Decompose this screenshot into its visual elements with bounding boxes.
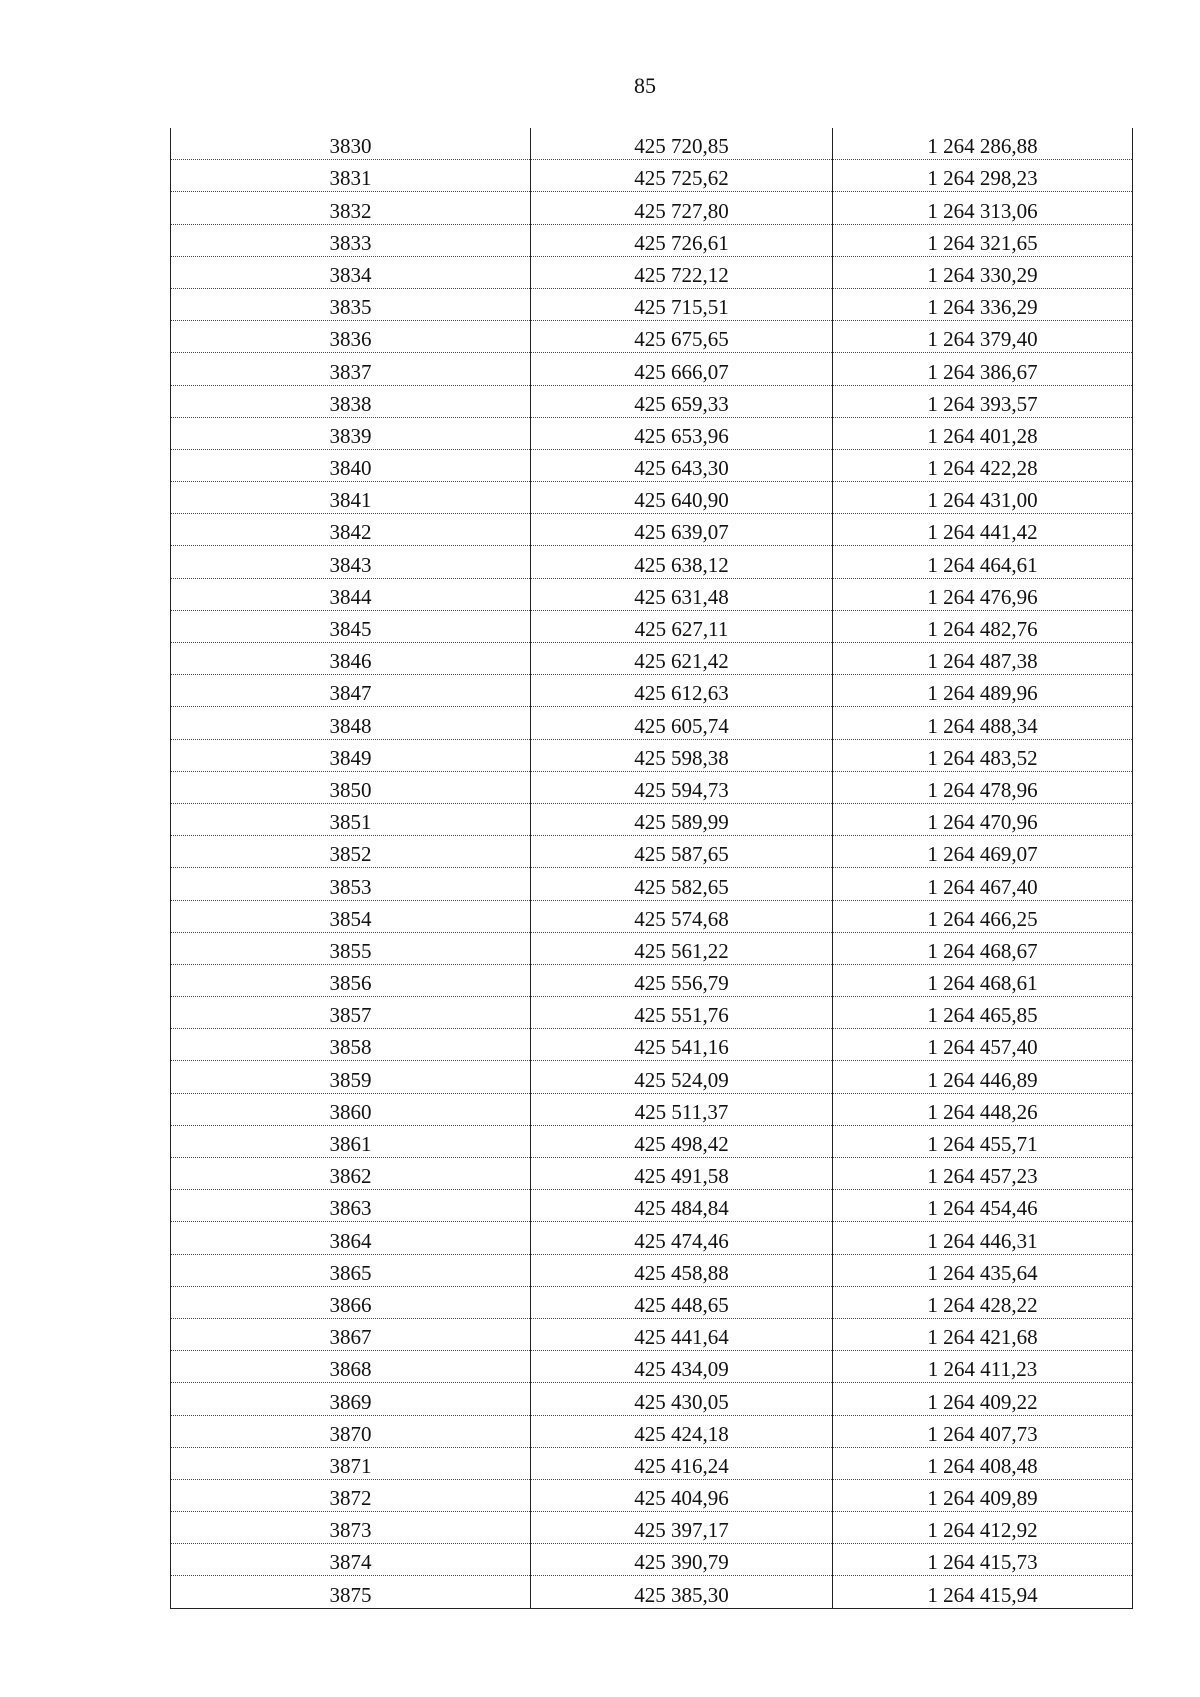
table-row (171, 610, 1133, 642)
x-coordinate-cell: 425 715,51 (531, 288, 833, 320)
point-number-cell: 3870 (171, 1415, 531, 1447)
point-number-cell: 3836 (171, 321, 531, 353)
x-coordinate-cell: 425 484,84 (531, 1190, 833, 1222)
point-number-cell: 3852 (171, 836, 531, 868)
x-coordinate-cell: 425 722,12 (531, 256, 833, 288)
y-coordinate-cell: 1 264 428,22 (833, 1286, 1133, 1318)
y-coordinate-cell: 1 264 435,64 (833, 1254, 1133, 1286)
y-coordinate-cell: 1 264 470,96 (833, 803, 1133, 835)
point-number-cell: 3868 (171, 1351, 531, 1383)
point-number-cell: 3841 (171, 482, 531, 514)
y-coordinate-cell: 1 264 286,88 (833, 128, 1133, 160)
y-coordinate-cell: 1 264 454,46 (833, 1190, 1133, 1222)
point-number-cell: 3850 (171, 771, 531, 803)
y-coordinate-cell: 1 264 489,96 (833, 675, 1133, 707)
y-coordinate-cell: 1 264 457,23 (833, 1158, 1133, 1190)
x-coordinate-cell: 425 598,38 (531, 739, 833, 771)
table-row (171, 900, 1133, 932)
table-row (171, 1061, 1133, 1093)
y-coordinate-cell: 1 264 408,48 (833, 1447, 1133, 1479)
table-row (171, 192, 1133, 224)
x-coordinate-cell: 425 638,12 (531, 546, 833, 578)
table-row (171, 1544, 1133, 1576)
point-number-cell: 3844 (171, 578, 531, 610)
x-coordinate-cell: 425 458,88 (531, 1254, 833, 1286)
table-row (171, 643, 1133, 675)
y-coordinate-cell: 1 264 421,68 (833, 1318, 1133, 1350)
x-coordinate-cell: 425 498,42 (531, 1125, 833, 1157)
table-row (171, 449, 1133, 481)
x-coordinate-cell: 425 589,99 (531, 803, 833, 835)
y-coordinate-cell: 1 264 411,23 (833, 1351, 1133, 1383)
point-number-cell: 3846 (171, 643, 531, 675)
x-coordinate-cell: 425 621,42 (531, 643, 833, 675)
y-coordinate-cell: 1 264 466,25 (833, 900, 1133, 932)
x-coordinate-cell: 425 639,07 (531, 514, 833, 546)
table-row (171, 578, 1133, 610)
y-coordinate-cell: 1 264 401,28 (833, 417, 1133, 449)
y-coordinate-cell: 1 264 330,29 (833, 256, 1133, 288)
x-coordinate-cell: 425 594,73 (531, 771, 833, 803)
x-coordinate-cell: 425 511,37 (531, 1093, 833, 1125)
point-number-cell: 3854 (171, 900, 531, 932)
x-coordinate-cell: 425 725,62 (531, 160, 833, 192)
table-row (171, 128, 1133, 160)
point-number-cell: 3864 (171, 1222, 531, 1254)
point-number-cell: 3875 (171, 1576, 531, 1608)
table-row (171, 256, 1133, 288)
x-coordinate-cell: 425 430,05 (531, 1383, 833, 1415)
y-coordinate-cell: 1 264 321,65 (833, 224, 1133, 256)
x-coordinate-cell: 425 441,64 (531, 1318, 833, 1350)
y-coordinate-cell: 1 264 467,40 (833, 868, 1133, 900)
point-number-cell: 3856 (171, 964, 531, 996)
table-row (171, 964, 1133, 996)
table-row (171, 1415, 1133, 1447)
y-coordinate-cell: 1 264 469,07 (833, 836, 1133, 868)
point-number-cell: 3855 (171, 932, 531, 964)
table-row (171, 224, 1133, 256)
table-row (171, 1093, 1133, 1125)
table-row (171, 1512, 1133, 1544)
table-row (171, 385, 1133, 417)
table-row (171, 997, 1133, 1029)
coordinates-table (170, 128, 1133, 1609)
x-coordinate-cell: 425 727,80 (531, 192, 833, 224)
x-coordinate-cell: 425 612,63 (531, 675, 833, 707)
x-coordinate-cell: 425 587,65 (531, 836, 833, 868)
point-number-cell: 3849 (171, 739, 531, 771)
y-coordinate-cell: 1 264 464,61 (833, 546, 1133, 578)
y-coordinate-cell: 1 264 412,92 (833, 1512, 1133, 1544)
x-coordinate-cell: 425 653,96 (531, 417, 833, 449)
x-coordinate-cell: 425 582,65 (531, 868, 833, 900)
coordinates-table-body (171, 128, 1133, 1608)
point-number-cell: 3833 (171, 224, 531, 256)
table-row (171, 1254, 1133, 1286)
table-row (171, 1576, 1133, 1608)
x-coordinate-cell: 425 416,24 (531, 1447, 833, 1479)
point-number-cell: 3834 (171, 256, 531, 288)
table-row (171, 675, 1133, 707)
x-coordinate-cell: 425 404,96 (531, 1479, 833, 1511)
y-coordinate-cell: 1 264 468,61 (833, 964, 1133, 996)
point-number-cell: 3842 (171, 514, 531, 546)
x-coordinate-cell: 425 720,85 (531, 128, 833, 160)
point-number-cell: 3863 (171, 1190, 531, 1222)
table-row (171, 1318, 1133, 1350)
page-number: 85 (634, 73, 656, 98)
point-number-cell: 3835 (171, 288, 531, 320)
table-row (171, 546, 1133, 578)
x-coordinate-cell: 425 643,30 (531, 449, 833, 481)
y-coordinate-cell: 1 264 386,67 (833, 353, 1133, 385)
table-row (171, 514, 1133, 546)
y-coordinate-cell: 1 264 409,22 (833, 1383, 1133, 1415)
point-number-cell: 3865 (171, 1254, 531, 1286)
x-coordinate-cell: 425 631,48 (531, 578, 833, 610)
y-coordinate-cell: 1 264 465,85 (833, 997, 1133, 1029)
x-coordinate-cell: 425 397,17 (531, 1512, 833, 1544)
x-coordinate-cell: 425 627,11 (531, 610, 833, 642)
point-number-cell: 3873 (171, 1512, 531, 1544)
point-number-cell: 3874 (171, 1544, 531, 1576)
table-row (171, 1286, 1133, 1318)
x-coordinate-cell: 425 666,07 (531, 353, 833, 385)
x-coordinate-cell: 425 424,18 (531, 1415, 833, 1447)
y-coordinate-cell: 1 264 468,67 (833, 932, 1133, 964)
table-row (171, 739, 1133, 771)
table-row (171, 482, 1133, 514)
y-coordinate-cell: 1 264 379,40 (833, 321, 1133, 353)
y-coordinate-cell: 1 264 446,89 (833, 1061, 1133, 1093)
y-coordinate-cell: 1 264 422,28 (833, 449, 1133, 481)
x-coordinate-cell: 425 640,90 (531, 482, 833, 514)
point-number-cell: 3867 (171, 1318, 531, 1350)
table-row (171, 836, 1133, 868)
point-number-cell: 3869 (171, 1383, 531, 1415)
x-coordinate-cell: 425 605,74 (531, 707, 833, 739)
point-number-cell: 3862 (171, 1158, 531, 1190)
table-row (171, 1190, 1133, 1222)
table-row (171, 1125, 1133, 1157)
table-row (171, 321, 1133, 353)
point-number-cell: 3861 (171, 1125, 531, 1157)
point-number-cell: 3830 (171, 128, 531, 160)
table-row (171, 1479, 1133, 1511)
point-number-cell: 3847 (171, 675, 531, 707)
y-coordinate-cell: 1 264 313,06 (833, 192, 1133, 224)
x-coordinate-cell: 425 726,61 (531, 224, 833, 256)
x-coordinate-cell: 425 390,79 (531, 1544, 833, 1576)
point-number-cell: 3839 (171, 417, 531, 449)
table-row (171, 160, 1133, 192)
y-coordinate-cell: 1 264 455,71 (833, 1125, 1133, 1157)
table-row (171, 417, 1133, 449)
table-row (171, 1158, 1133, 1190)
point-number-cell: 3831 (171, 160, 531, 192)
x-coordinate-cell: 425 551,76 (531, 997, 833, 1029)
x-coordinate-cell: 425 524,09 (531, 1061, 833, 1093)
y-coordinate-cell: 1 264 298,23 (833, 160, 1133, 192)
point-number-cell: 3857 (171, 997, 531, 1029)
x-coordinate-cell: 425 561,22 (531, 932, 833, 964)
point-number-cell: 3851 (171, 803, 531, 835)
table-row (171, 1029, 1133, 1061)
y-coordinate-cell: 1 264 488,34 (833, 707, 1133, 739)
point-number-cell: 3837 (171, 353, 531, 385)
y-coordinate-cell: 1 264 487,38 (833, 643, 1133, 675)
y-coordinate-cell: 1 264 483,52 (833, 739, 1133, 771)
x-coordinate-cell: 425 556,79 (531, 964, 833, 996)
table-row (171, 1383, 1133, 1415)
y-coordinate-cell: 1 264 448,26 (833, 1093, 1133, 1125)
x-coordinate-cell: 425 541,16 (531, 1029, 833, 1061)
y-coordinate-cell: 1 264 446,31 (833, 1222, 1133, 1254)
y-coordinate-cell: 1 264 478,96 (833, 771, 1133, 803)
table-row (171, 1351, 1133, 1383)
point-number-cell: 3845 (171, 610, 531, 642)
table-row (171, 771, 1133, 803)
x-coordinate-cell: 425 675,65 (531, 321, 833, 353)
point-number-cell: 3848 (171, 707, 531, 739)
point-number-cell: 3838 (171, 385, 531, 417)
y-coordinate-cell: 1 264 476,96 (833, 578, 1133, 610)
y-coordinate-cell: 1 264 482,76 (833, 610, 1133, 642)
table-row (171, 932, 1133, 964)
y-coordinate-cell: 1 264 457,40 (833, 1029, 1133, 1061)
point-number-cell: 3853 (171, 868, 531, 900)
y-coordinate-cell: 1 264 393,57 (833, 385, 1133, 417)
point-number-cell: 3858 (171, 1029, 531, 1061)
point-number-cell: 3871 (171, 1447, 531, 1479)
table-row (171, 803, 1133, 835)
point-number-cell: 3843 (171, 546, 531, 578)
point-number-cell: 3840 (171, 449, 531, 481)
table-row (171, 353, 1133, 385)
y-coordinate-cell: 1 264 336,29 (833, 288, 1133, 320)
y-coordinate-cell: 1 264 407,73 (833, 1415, 1133, 1447)
y-coordinate-cell: 1 264 431,00 (833, 482, 1133, 514)
y-coordinate-cell: 1 264 415,73 (833, 1544, 1133, 1576)
x-coordinate-cell: 425 448,65 (531, 1286, 833, 1318)
point-number-cell: 3832 (171, 192, 531, 224)
x-coordinate-cell: 425 574,68 (531, 900, 833, 932)
point-number-cell: 3866 (171, 1286, 531, 1318)
table-row (171, 707, 1133, 739)
x-coordinate-cell: 425 474,46 (531, 1222, 833, 1254)
table-row (171, 1222, 1133, 1254)
point-number-cell: 3872 (171, 1479, 531, 1511)
y-coordinate-cell: 1 264 409,89 (833, 1479, 1133, 1511)
x-coordinate-cell: 425 434,09 (531, 1351, 833, 1383)
point-number-cell: 3860 (171, 1093, 531, 1125)
x-coordinate-cell: 425 659,33 (531, 385, 833, 417)
point-number-cell: 3859 (171, 1061, 531, 1093)
table-row (171, 1447, 1133, 1479)
x-coordinate-cell: 425 491,58 (531, 1158, 833, 1190)
x-coordinate-cell: 425 385,30 (531, 1576, 833, 1608)
table-row (171, 868, 1133, 900)
y-coordinate-cell: 1 264 441,42 (833, 514, 1133, 546)
y-coordinate-cell: 1 264 415,94 (833, 1576, 1133, 1608)
table-row (171, 288, 1133, 320)
